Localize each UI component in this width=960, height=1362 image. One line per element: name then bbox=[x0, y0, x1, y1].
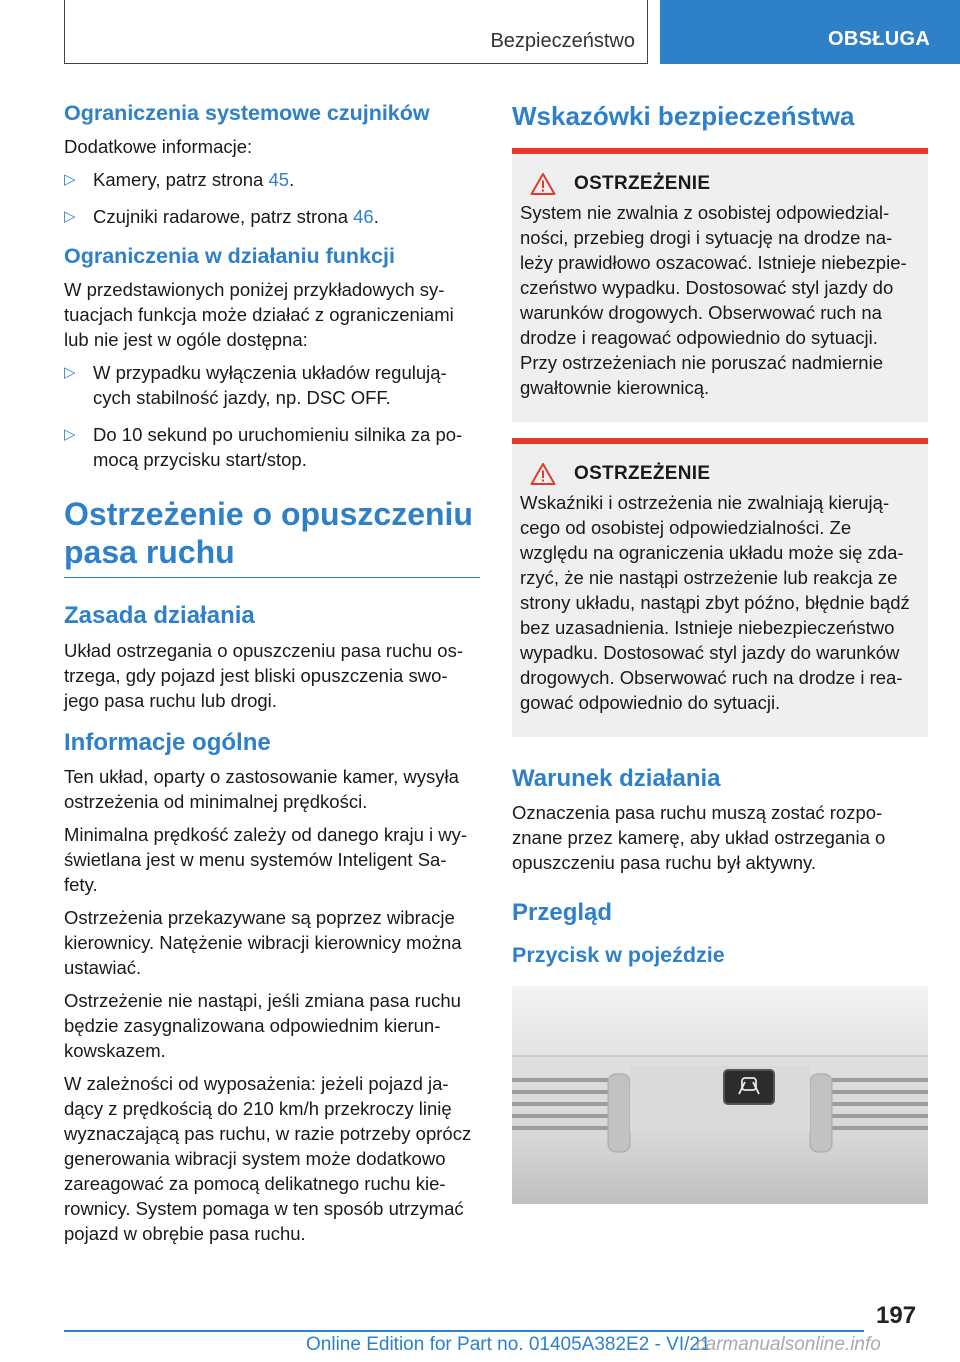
heading-sensor-limits: Ograniczenia systemowe czujników bbox=[64, 101, 430, 125]
header-tab[interactable]: OBSŁUGA bbox=[660, 0, 960, 64]
heading-safety-notes: Wskazówki bezpieczeństwa bbox=[512, 101, 855, 131]
list-item-end: . bbox=[289, 168, 295, 190]
principle-text: Układ ostrzegania o opuszczeniu pasa ruchu os-trzega, gdy pojazd jest bliski opuszczenia swo-jego pasa ruchu lub drogi. bbox=[64, 639, 464, 711]
warning-title: OSTRZEŻENIE bbox=[574, 462, 711, 484]
heading-general-info: Informacje ogólne bbox=[64, 728, 271, 756]
page-link-45[interactable]: 45 bbox=[268, 168, 290, 190]
footer-edition: Online Edition for Part no. 01405A382E2 - VI/21 bbox=[306, 1334, 711, 1355]
warning-line: gować odpowiednio do sytuacji. bbox=[520, 691, 781, 713]
warning-header bbox=[520, 462, 920, 486]
function-limits-list bbox=[64, 360, 480, 472]
general-info-paragraph: Ostrzeżenie nie nastąpi, jeśli zmiana pasa ruchu będzie zasygnalizowana odpowiednim kierun-kowskazem. bbox=[64, 989, 461, 1061]
dashboard-photo-illustration bbox=[512, 986, 928, 1204]
function-limits-intro: W przedstawionych poniżej przykładowych sy-tuacjach funkcja może działać z ograniczeniami lub nie jest w ogóle dostępna: bbox=[64, 278, 454, 350]
chapter-heading: Ostrzeżenie o opuszczeniu pasa ruchu bbox=[64, 496, 480, 579]
warning-triangle-icon bbox=[530, 172, 556, 196]
list-item-text: W przypadku wyłączenia układów regulują-cych stabilność jazdy, np. DSC OFF. bbox=[93, 361, 447, 408]
warning-triangle-icon bbox=[530, 462, 556, 486]
heading-function-limits: Ograniczenia w działaniu funkcji bbox=[64, 243, 395, 268]
operating-condition-text: Oznaczenia pasa ruchu muszą zostać rozpo-znane przez kamerę, aby układ ostrzegania o opuszczeniu pasa ruchu był aktywny. bbox=[512, 801, 886, 873]
warning-header bbox=[520, 172, 920, 196]
general-info-paragraph: Minimalna prędkość zależy od danego kraju i wy-świetlana jest w menu systemów Inteligent Sa-fety. bbox=[64, 823, 468, 895]
triangle-bullet-icon: ▷ bbox=[64, 363, 76, 381]
warning-line: leży prawidłowo oszacować. Istnieje niebezpie- bbox=[520, 251, 907, 273]
heading-principle: Zasada działania bbox=[64, 602, 255, 630]
warning-line: czeństwo wypadku. Dostosować styl jazdy do bbox=[520, 276, 894, 298]
heading-overview: Przegląd bbox=[512, 898, 613, 926]
list-item bbox=[64, 360, 480, 410]
warning-line: gwałtownie kierownicą. bbox=[520, 376, 710, 398]
general-info-paragraph: W zależności od wyposażenia: jeżeli pojazd ja-dący z prędkością do 210 km/h przekroczy linię wyznaczającą pas ruchu, w razie potrzeby oprócz generowania wibracji system może dodatkowo zareagować za pomocą delikatnego ruchu kie-rownicy. System pomaga w ten sposób utrzymać pojazd w obrębie pasa ruchu. bbox=[64, 1072, 472, 1244]
triangle-bullet-icon: ▷ bbox=[64, 170, 76, 188]
list-item bbox=[64, 167, 480, 192]
list-item-text: Czujniki radarowe, patrz strona bbox=[93, 205, 354, 227]
dashboard-button-photo bbox=[512, 986, 928, 1204]
warning-line: ności, przebieg drogi i sytuację na drodze na- bbox=[520, 226, 893, 248]
page-link-46[interactable]: 46 bbox=[353, 205, 374, 227]
warning-line: wypadku. Dostosować styl jazdy do warunków bbox=[520, 641, 900, 663]
warning-text bbox=[520, 490, 920, 715]
warning-line: rzyć, że nie nastąpi ostrzeżenie lub reakcja ze bbox=[520, 566, 898, 588]
list-item-end: . bbox=[373, 205, 379, 227]
header-section-title: Bezpieczeństwo bbox=[490, 30, 635, 52]
list-item bbox=[64, 422, 480, 472]
page-number: 197 bbox=[876, 1302, 917, 1329]
footer-divider bbox=[64, 1330, 864, 1332]
warning-line: drodze i reagować odpowiednio do sytuacji. bbox=[520, 326, 878, 348]
heading-operating-condition: Warunek działania bbox=[512, 764, 721, 792]
warning-line: cego od osobistej odpowiedzialności. Ze bbox=[520, 516, 852, 538]
warning-line: warunków drogowych. Obserwować ruch na bbox=[520, 301, 882, 323]
warning-title: OSTRZEŻENIE bbox=[574, 172, 711, 194]
triangle-bullet-icon: ▷ bbox=[64, 207, 76, 225]
warning-text bbox=[520, 200, 920, 400]
general-info-paragraph: Ten układ, oparty o zastosowanie kamer, wysyła ostrzeżenia od minimalnej prędkości. bbox=[64, 765, 459, 812]
list-item bbox=[64, 204, 480, 229]
sensor-limits-intro: Dodatkowe informacje: bbox=[64, 135, 253, 157]
warning-box bbox=[512, 148, 928, 422]
triangle-bullet-icon: ▷ bbox=[64, 425, 76, 443]
warning-line: Wskaźniki i ostrzeżenia nie zwalniają kierują- bbox=[520, 491, 890, 513]
general-info-paragraph: Ostrzeżenia przekazywane są poprzez wibracje kierownicy. Natężenie wibracji kierownicy można ustawiać. bbox=[64, 906, 462, 978]
warning-line: bez uzasadnienia. Istnieje niebezpieczeństwo bbox=[520, 616, 895, 638]
list-item-text: Do 10 sekund po uruchomieniu silnika za po-mocą przycisku start/stop. bbox=[93, 423, 463, 470]
warning-line: strony układu, nastąpi zbyt późno, błędnie bądź bbox=[520, 591, 910, 613]
warning-box bbox=[512, 438, 928, 737]
warning-line: Przy ostrzeżeniach nie poruszać nadmiernie bbox=[520, 351, 883, 373]
footer-watermark: carmanualsonline.info bbox=[696, 1334, 881, 1355]
list-item-text: Kamery, patrz strona bbox=[93, 168, 269, 190]
right-column bbox=[512, 100, 928, 1204]
left-column bbox=[64, 100, 480, 1254]
warning-line: System nie zwalnia z osobistej odpowiedzial- bbox=[520, 201, 890, 223]
header-box bbox=[64, 0, 648, 64]
sensor-limits-list bbox=[64, 167, 480, 229]
warning-line: względu na ograniczenia układu może się zda- bbox=[520, 541, 904, 563]
warning-line: drogowych. Obserwować ruch na drodze i rea- bbox=[520, 666, 903, 688]
heading-vehicle-button: Przycisk w pojeździe bbox=[512, 943, 725, 968]
